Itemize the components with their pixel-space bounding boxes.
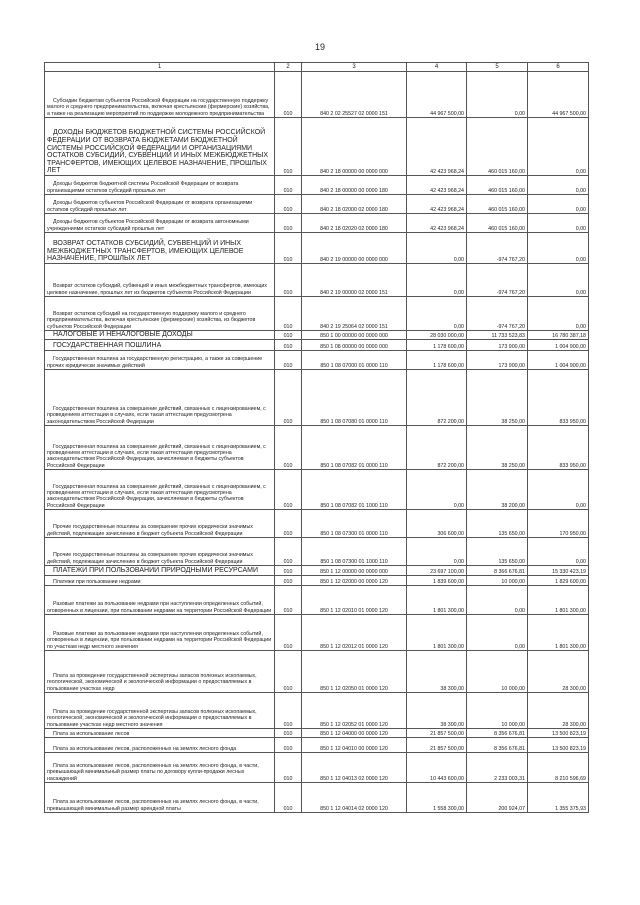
row-budget-code: 840 2 02 25527 02 0000 151: [302, 72, 407, 118]
table-row: [45, 538, 589, 566]
row-amount-col6: 1 004 900,00: [528, 340, 589, 351]
row-description: Государственная пошлина за совершение действий, связанных с лицензированием, с проведением аттестации в случаях, если такая аттестация предусмотрена законодательством Российской Федерации, зачисляемая в бюджеты субъектов Российской Федерации: [45, 470, 275, 510]
row-budget-code: 850 1 08 07082 01 0000 110: [302, 426, 407, 470]
row-budget-code: 850 1 12 02050 01 0000 120: [302, 651, 407, 693]
row-line-code: 010: [275, 118, 302, 176]
row-amount-col4: 10 443 600,00: [407, 753, 467, 783]
row-description: Платежи при пользовании недрами: [45, 576, 275, 586]
row-budget-code: 840 2 18 00000 00 0000 180: [302, 176, 407, 195]
row-line-code: 010: [275, 753, 302, 783]
row-budget-code: 850 1 00 00000 00 0000 000: [302, 331, 407, 340]
row-line-code: 010: [275, 586, 302, 615]
row-line-code: 010: [275, 738, 302, 753]
row-amount-col4: 42 423 968,24: [407, 195, 467, 214]
row-amount-col4: 0,00: [407, 297, 467, 331]
table-row: [45, 351, 589, 370]
table-row: [45, 195, 589, 214]
row-line-code: 010: [275, 470, 302, 510]
header-col-1: 1: [45, 63, 275, 72]
page-number: 19: [314, 42, 325, 52]
row-amount-col6: 833 950,00: [528, 426, 589, 470]
row-amount-col5: 8 356 676,81: [467, 729, 528, 738]
row-amount-col5: 460 015 160,00: [467, 214, 528, 233]
row-line-code: 010: [275, 651, 302, 693]
row-amount-col4: 0,00: [407, 538, 467, 566]
row-amount-col6: 28 300,00: [528, 651, 589, 693]
row-amount-col6: 16 780 387,18: [528, 331, 589, 340]
row-amount-col5: 2 233 003,31: [467, 753, 528, 783]
revenue-table: [44, 62, 589, 813]
row-amount-col5: 38 250,00: [467, 370, 528, 426]
row-budget-code: 850 1 08 07300 01 1000 110: [302, 538, 407, 566]
table-row: [45, 426, 589, 470]
row-amount-col5: 0,00: [467, 586, 528, 615]
row-amount-col5: 38 200,00: [467, 470, 528, 510]
row-amount-col5: 8 366 676,81: [467, 566, 528, 576]
table-row: [45, 576, 589, 586]
row-amount-col4: 23 697 100,00: [407, 566, 467, 576]
row-amount-col5: 38 250,00: [467, 426, 528, 470]
row-budget-code: 850 1 08 07082 01 1000 110: [302, 470, 407, 510]
row-amount-col4: 21 857 500,00: [407, 738, 467, 753]
row-amount-col6: 0,00: [528, 118, 589, 176]
row-budget-code: 850 1 12 02012 01 0000 120: [302, 615, 407, 651]
table-row: [45, 783, 589, 813]
row-description: Государственная пошлина за совершение действий, связанных с лицензированием, с проведением аттестации в случаях, если такая аттестация предусмотрена законодательством Российской Федерации: [45, 370, 275, 426]
row-amount-col6: 8 210 596,69: [528, 753, 589, 783]
row-amount-col6: 0,00: [528, 233, 589, 264]
row-budget-code: 850 1 12 02000 00 0000 120: [302, 576, 407, 586]
row-description: Возврат остатков субсидий, субвенций и иных межбюджетных трансфертов, имеющих целевое назначение, прошлых лет из бюджетов субъектов Российской Федерации: [45, 264, 275, 297]
row-amount-col6: 833 950,00: [528, 370, 589, 426]
row-line-code: 010: [275, 331, 302, 340]
row-budget-code: 850 1 12 04014 02 0000 120: [302, 783, 407, 813]
row-amount-col4: 0,00: [407, 233, 467, 264]
row-amount-col6: 0,00: [528, 264, 589, 297]
row-amount-col5: 10 000,00: [467, 576, 528, 586]
table-row: [45, 651, 589, 693]
row-amount-col6: 13 500 823,19: [528, 738, 589, 753]
row-amount-col4: 1 558 300,00: [407, 783, 467, 813]
row-description: Плата за использование лесов, расположенных на землях лесного фонда: [45, 738, 275, 753]
row-amount-col5: 173 900,00: [467, 340, 528, 351]
row-amount-col4: 306 600,00: [407, 510, 467, 538]
row-amount-col5: -974 767,20: [467, 233, 528, 264]
table-row: [45, 693, 589, 729]
row-description: Прочие государственные пошлины за совершение прочих юридически значимых действий, подлежащие зачислению в бюджет субъекта Российской Федерации: [45, 510, 275, 538]
row-line-code: 010: [275, 264, 302, 297]
row-description: Плата за использование лесов, расположенных на землях лесного фонда, в части, превышающей минимальный размер платы по договору купли-продажи лесных насаждений: [45, 753, 275, 783]
row-amount-col6: 0,00: [528, 470, 589, 510]
row-amount-col6: 13 500 823,19: [528, 729, 589, 738]
row-amount-col4: 42 423 968,24: [407, 118, 467, 176]
row-line-code: 010: [275, 297, 302, 331]
row-amount-col6: 1 355 375,93: [528, 783, 589, 813]
row-amount-col4: 872 200,00: [407, 426, 467, 470]
row-amount-col6: 170 950,00: [528, 510, 589, 538]
table-row: [45, 214, 589, 233]
table-row: [45, 233, 589, 264]
row-amount-col5: 460 015 160,00: [467, 118, 528, 176]
row-budget-code: 850 1 12 04010 00 0000 120: [302, 738, 407, 753]
row-description: Доходы бюджетов субъектов Российской Федерации от возврата автономными учреждениями остатков субсидий прошлых лет: [45, 214, 275, 233]
row-amount-col6: 44 967 500,00: [528, 72, 589, 118]
table-row: [45, 470, 589, 510]
row-amount-col4: 1 801 300,00: [407, 586, 467, 615]
table-row: [45, 297, 589, 331]
row-description: Плата за использование лесов: [45, 729, 275, 738]
table-row: [45, 118, 589, 176]
row-description: Возврат остатков субсидий на государственную поддержку малого и среднего предпринимательства, включая крестьянские (фермерские) хозяйства, из бюджетов субъектов Российской Федерации: [45, 297, 275, 331]
row-amount-col4: 42 423 968,24: [407, 176, 467, 195]
row-amount-col5: 135 650,00: [467, 538, 528, 566]
row-amount-col6: 1 801 300,00: [528, 615, 589, 651]
row-line-code: 010: [275, 233, 302, 264]
table-row: [45, 370, 589, 426]
row-budget-code: 850 1 08 00000 00 0000 000: [302, 340, 407, 351]
row-amount-col5: 10 000,00: [467, 693, 528, 729]
row-line-code: 010: [275, 538, 302, 566]
row-budget-code: 840 2 19 00000 00 0000 000: [302, 233, 407, 264]
header-col-2: 2: [275, 63, 302, 72]
row-amount-col5: 200 924,07: [467, 783, 528, 813]
row-line-code: 010: [275, 214, 302, 233]
row-line-code: 010: [275, 340, 302, 351]
row-budget-code: 840 2 18 00000 00 0000 000: [302, 118, 407, 176]
row-description: Субсидии бюджетам субъектов Российской Федерации на государственную поддержку малого и среднего предпринимательства, включая крестьянские (фермерские) хозяйства, а также на реализацию мероприятий по поддержке молодежного предпринимательства: [45, 72, 275, 118]
table-row: [45, 510, 589, 538]
row-line-code: 010: [275, 370, 302, 426]
row-budget-code: 850 1 12 02052 01 0000 120: [302, 693, 407, 729]
row-description: НАЛОГОВЫЕ И НЕНАЛОГОВЫЕ ДОХОДЫ: [45, 331, 275, 340]
row-budget-code: 840 2 19 00000 02 0000 151: [302, 264, 407, 297]
table-row: [45, 176, 589, 195]
row-amount-col5: -974 767,20: [467, 297, 528, 331]
row-amount-col6: 15 330 423,19: [528, 566, 589, 576]
row-description: ВОЗВРАТ ОСТАТКОВ СУБСИДИЙ, СУБВЕНЦИЙ И ИНЫХ МЕЖБЮДЖЕТНЫХ ТРАНСФЕРТОВ, ИМЕЮЩИХ ЦЕЛЕВОЕ НАЗНАЧЕНИЕ, ПРОШЛЫХ ЛЕТ: [45, 233, 275, 264]
row-amount-col6: 0,00: [528, 176, 589, 195]
row-amount-col4: 28 030 000,00: [407, 331, 467, 340]
row-amount-col4: 1 801 300,00: [407, 615, 467, 651]
row-description: Плата за проведение государственной экспертизы запасов полезных ископаемых, геологической, экономической и экологической информации о предоставляемых в пользование участках недр: [45, 651, 275, 693]
row-description: Разовые платежи за пользование недрами при наступлении определенных событий, оговоренных в лицензии, при пользовании недрами на территории Российской Федерации по участкам недр местного значения: [45, 615, 275, 651]
row-amount-col5: 460 015 160,00: [467, 176, 528, 195]
row-description: ГОСУДАРСТВЕННАЯ ПОШЛИНА: [45, 340, 275, 351]
row-description: Доходы бюджетов бюджетной системы Российской Федерации от возврата организациями остатков субсидий прошлых лет: [45, 176, 275, 195]
row-amount-col6: 0,00: [528, 214, 589, 233]
row-amount-col4: 21 857 500,00: [407, 729, 467, 738]
row-line-code: 010: [275, 72, 302, 118]
table-row: [45, 264, 589, 297]
row-description: Государственная пошлина за государственную регистрацию, а также за совершение прочих юридически значимых действий: [45, 351, 275, 370]
row-line-code: 010: [275, 693, 302, 729]
row-description: Государственная пошлина за совершение действий, связанных с лицензированием, с проведением аттестации в случаях, если такая аттестация предусмотрена законодательством Российской Федерации, зачисляемая в бюджеты субъектов Российской Федерации: [45, 426, 275, 470]
row-line-code: 010: [275, 729, 302, 738]
row-amount-col5: 0,00: [467, 72, 528, 118]
table-row: [45, 566, 589, 576]
row-amount-col4: 1 178 600,00: [407, 351, 467, 370]
row-amount-col5: 11 733 523,83: [467, 331, 528, 340]
row-description: Разовые платежи за пользование недрами при наступлении определенных событий, оговоренных в лицензии, при пользовании недрами на территории Российской Федерации: [45, 586, 275, 615]
row-line-code: 010: [275, 426, 302, 470]
row-budget-code: 850 1 12 04013 02 0000 120: [302, 753, 407, 783]
row-budget-code: 850 1 08 07300 01 0000 110: [302, 510, 407, 538]
row-amount-col6: 0,00: [528, 195, 589, 214]
row-amount-col4: 44 967 500,00: [407, 72, 467, 118]
row-description: ПЛАТЕЖИ ПРИ ПОЛЬЗОВАНИИ ПРИРОДНЫМИ РЕСУРСАМИ: [45, 566, 275, 576]
row-budget-code: 840 2 19 25064 02 0000 151: [302, 297, 407, 331]
row-amount-col5: 8 356 676,81: [467, 738, 528, 753]
header-col-5: 5: [467, 63, 528, 72]
header-row: [45, 63, 589, 72]
row-budget-code: 850 1 08 07080 01 0000 110: [302, 370, 407, 426]
row-description: Прочие государственные пошлины за совершение прочих юридически значимых действий, подлежащие зачислению в бюджет субъекта Российской Федерации: [45, 538, 275, 566]
row-amount-col5: 460 015 160,00: [467, 195, 528, 214]
row-budget-code: 850 1 12 00000 00 0000 000: [302, 566, 407, 576]
row-amount-col5: 135 650,00: [467, 510, 528, 538]
row-amount-col6: 1 801 300,00: [528, 586, 589, 615]
row-amount-col4: 1 178 600,00: [407, 340, 467, 351]
row-budget-code: 840 2 18 02000 02 0000 180: [302, 195, 407, 214]
row-line-code: 010: [275, 615, 302, 651]
row-line-code: 010: [275, 195, 302, 214]
row-amount-col4: 0,00: [407, 470, 467, 510]
row-amount-col4: 42 423 968,24: [407, 214, 467, 233]
row-amount-col6: 0,00: [528, 297, 589, 331]
row-amount-col6: 0,00: [528, 538, 589, 566]
row-budget-code: 850 1 08 07000 01 0000 110: [302, 351, 407, 370]
row-amount-col5: 173 900,00: [467, 351, 528, 370]
header-col-3: 3: [302, 63, 407, 72]
table-row: [45, 753, 589, 783]
row-amount-col5: 10 000,00: [467, 651, 528, 693]
row-amount-col6: 1 004 900,00: [528, 351, 589, 370]
row-budget-code: 840 2 18 02020 02 0000 180: [302, 214, 407, 233]
row-amount-col5: 0,00: [467, 615, 528, 651]
table-row: [45, 586, 589, 615]
row-line-code: 010: [275, 351, 302, 370]
row-description: ДОХОДЫ БЮДЖЕТОВ БЮДЖЕТНОЙ СИСТЕМЫ РОССИЙСКОЙ ФЕДЕРАЦИИ ОТ ВОЗВРАТА БЮДЖЕТАМИ БЮДЖЕТНОЙ СИСТЕМЫ РОССИЙСКОЙ ФЕДЕРАЦИИ И ОРГАНИЗАЦИЯМИ ОСТАТКОВ СУБСИДИЙ, СУБВЕНЦИЙ И ИНЫХ МЕЖБЮДЖЕТНЫХ ТРАНСФЕРТОВ, ИМЕЮЩИХ ЦЕЛЕВОЕ НАЗНАЧЕНИЕ, ПРОШЛЫХ ЛЕТ: [45, 118, 275, 176]
row-budget-code: 850 1 12 04000 00 0000 120: [302, 729, 407, 738]
row-amount-col4: 38 300,00: [407, 693, 467, 729]
row-line-code: 010: [275, 176, 302, 195]
table-row: [45, 615, 589, 651]
table-row: [45, 340, 589, 351]
table-row: [45, 72, 589, 118]
row-description: Плата за проведение государственной экспертизы запасов полезных ископаемых, геологической, экономической и экологической информации о предоставляемых в пользование участках недр местного значения: [45, 693, 275, 729]
table-row: [45, 738, 589, 753]
row-line-code: 010: [275, 576, 302, 586]
row-description: Доходы бюджетов субъектов Российской Федерации от возврата организациями остатков субсидий прошлых лет: [45, 195, 275, 214]
row-line-code: 010: [275, 783, 302, 813]
header-col-4: 4: [407, 63, 467, 72]
row-amount-col5: -974 767,20: [467, 264, 528, 297]
table-body: [45, 72, 589, 813]
table-row: [45, 331, 589, 340]
row-amount-col4: 0,00: [407, 264, 467, 297]
row-amount-col4: 1 839 600,00: [407, 576, 467, 586]
row-amount-col4: 38 300,00: [407, 651, 467, 693]
row-description: Плата за использование лесов, расположенных на землях лесного фонда, в части, превышающей минимальный размер арендной платы: [45, 783, 275, 813]
row-budget-code: 850 1 12 02010 01 0000 120: [302, 586, 407, 615]
header-col-6: 6: [528, 63, 589, 72]
row-line-code: 010: [275, 510, 302, 538]
row-amount-col6: 1 829 600,00: [528, 576, 589, 586]
row-line-code: 010: [275, 566, 302, 576]
table-row: [45, 729, 589, 738]
row-amount-col4: 872 200,00: [407, 370, 467, 426]
row-amount-col6: 28 300,00: [528, 693, 589, 729]
